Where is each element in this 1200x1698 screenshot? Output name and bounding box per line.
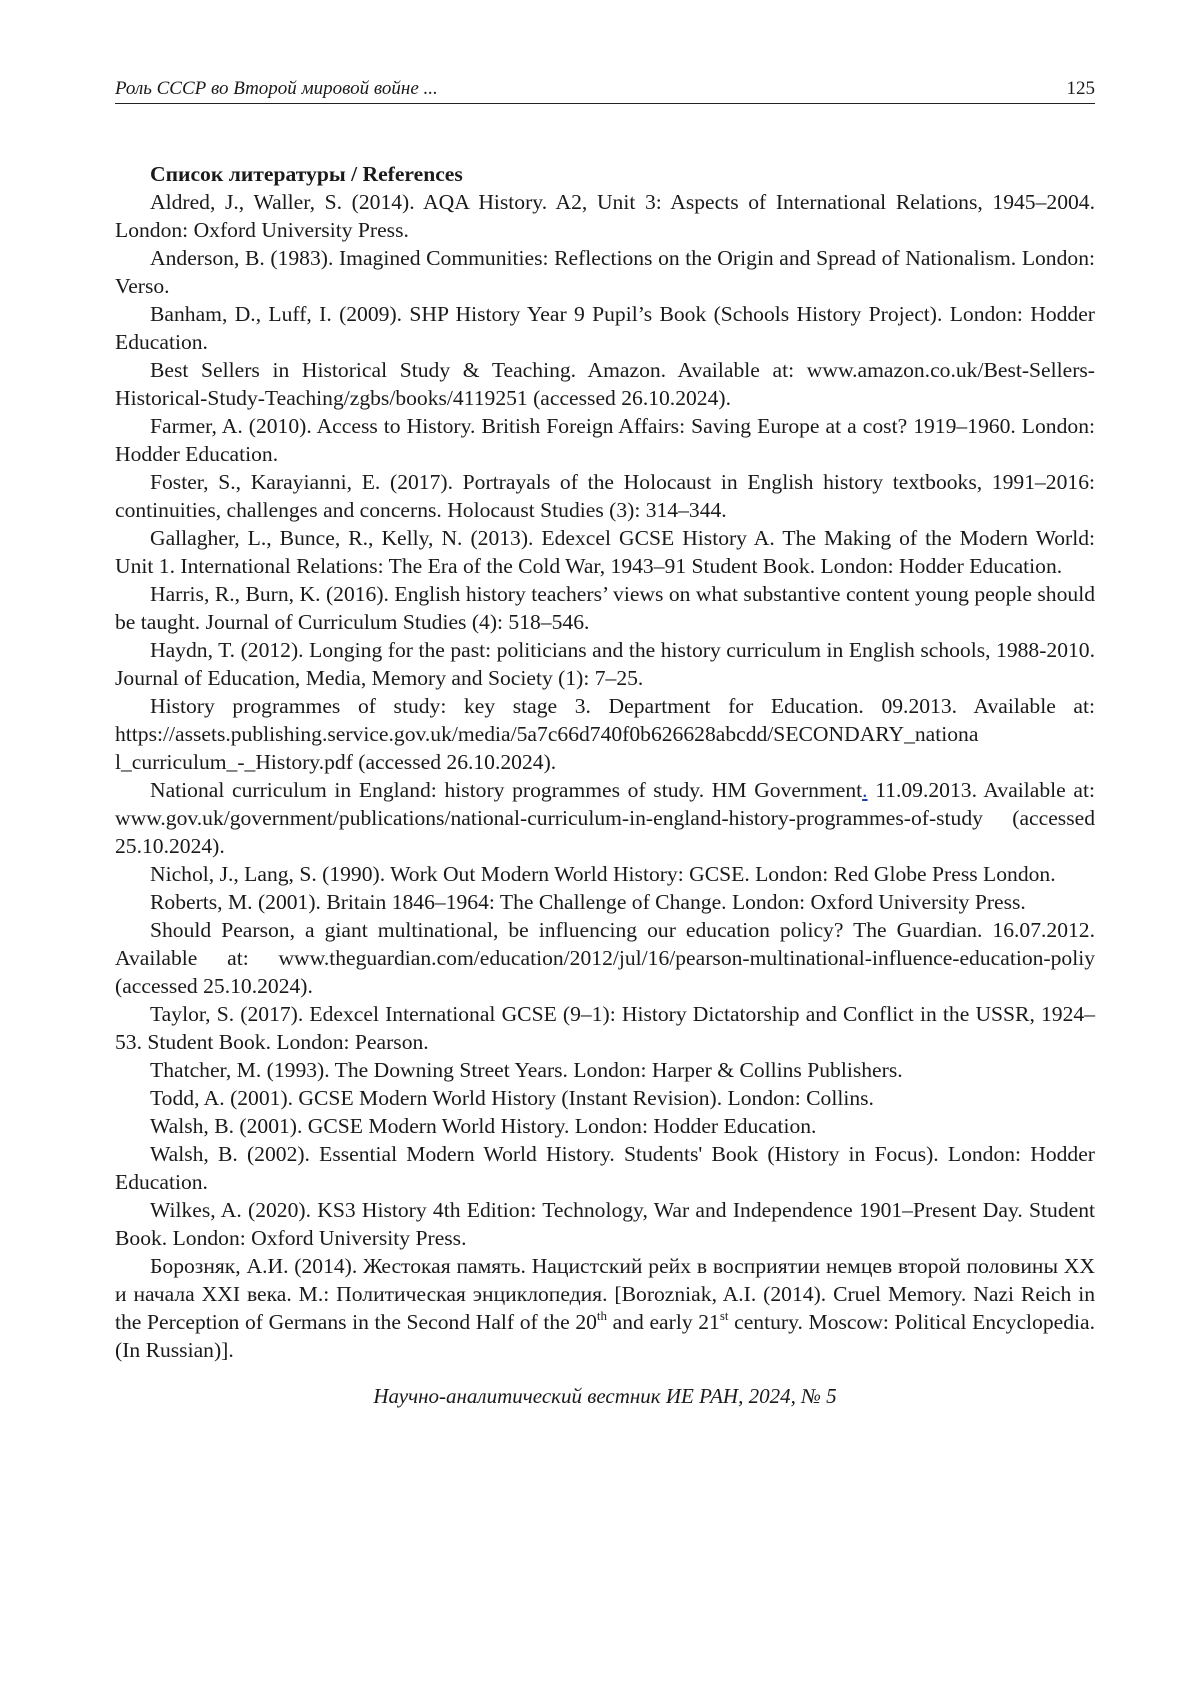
reference-entry-national-curriculum — [115, 776, 1095, 860]
reference-entry-boroznyak — [115, 1252, 1095, 1364]
reference-text: and early 21 — [607, 1310, 720, 1334]
reference-entry: History programmes of study: key stage 3. Department for Education. 09.2013. Available at: https://assets.publishing.service.gov.uk/media/5a7c66d740f0b626628abcdd/SECONDARY_nationa l_curriculum_-_History.pdf (accessed 26.10.2024). — [115, 694, 1095, 774]
reference-entry: Roberts, M. (2001). Britain 1846–1964: The Challenge of Change. London: Oxford University Press. — [150, 890, 1026, 914]
reference-text: 11.09.2013. Available at: www.gov.uk/government/publications/national-curriculum-in-england-history-programmes-of-study (accessed 25.10.2024). — [115, 778, 1095, 858]
reference-link[interactable]: . — [862, 778, 868, 802]
reference-entry: Should Pearson, a giant multinational, be influencing our education policy? The Guardian. 16.07.2012. Available at: www.theguardian.com/education/2012/jul/16/pearson-multinational-influence-education-poliy (accessed 25.10.2024). — [115, 918, 1095, 998]
reference-entry: Walsh, B. (2001). GCSE Modern World History. London: Hodder Education. — [150, 1114, 817, 1138]
reference-entry: Haydn, T. (2012). Longing for the past: politicians and the history curriculum in English schools, 1988-2010. Journal of Education, Media, Memory and Society (1): 7–25. — [115, 638, 1095, 690]
running-title: Роль СССР во Второй мировой войне ... — [115, 78, 438, 99]
page-number: 125 — [1066, 78, 1095, 99]
reference-entry: Gallagher, L., Bunce, R., Kelly, N. (2013). Edexcel GCSE History A. The Making of the Modern World: Unit 1. International Relations: The Era of the Cold War, 1943–91 Student Book. London: Hodder Education. — [115, 526, 1095, 578]
reference-entry: Nichol, J., Lang, S. (1990). Work Out Modern World History: GCSE. London: Red Globe Press London. — [150, 862, 1056, 886]
references-heading: Список литературы / References — [150, 162, 463, 186]
document-page — [115, 78, 1095, 1409]
reference-entry: Banham, D., Luff, I. (2009). SHP History Year 9 Pupil’s Book (Schools History Project). London: Hodder Education. — [115, 302, 1095, 354]
reference-entry: Walsh, B. (2002). Essential Modern World History. Students' Book (History in Focus). London: Hodder Education. — [115, 1142, 1095, 1194]
reference-entry: Foster, S., Karayianni, E. (2017). Portrayals of the Holocaust in English history textbooks, 1991–2016: continuities, challenges and concerns. Holocaust Studies (3): 314–344. — [115, 470, 1095, 522]
journal-footer: Научно-аналитический вестник ИЕ РАН, 2024, № 5 — [373, 1384, 837, 1408]
reference-entry: Best Sellers in Historical Study & Teaching. Amazon. Available at: www.amazon.co.uk/Best-Sellers-Historical-Study-Teaching/zgbs/books/4119251 (accessed 26.10.2024). — [115, 358, 1095, 410]
reference-entry: Taylor, S. (2017). Edexcel International GCSE (9–1): History Dictatorship and Conflict in the USSR, 1924–53. Student Book. London: Pearson. — [115, 1002, 1095, 1054]
running-header — [115, 78, 1095, 104]
superscript: th — [596, 1308, 608, 1323]
reference-text: National curriculum in England: history programmes of study. HM Government — [150, 778, 863, 802]
superscript: st — [719, 1308, 729, 1323]
reference-entry: Wilkes, A. (2020). KS3 History 4th Edition: Technology, War and Independence 1901–Present Day. Student Book. London: Oxford University Press. — [115, 1198, 1095, 1250]
reference-entry: Farmer, A. (2010). Access to History. British Foreign Affairs: Saving Europe at a cost? 1919–1960. London: Hodder Education. — [115, 414, 1095, 466]
reference-text: century. Moscow: Political Encyclopedia. (In Russian)]. — [115, 1310, 1095, 1362]
references-section — [115, 160, 1095, 1364]
reference-entry: Aldred, J., Waller, S. (2014). AQA History. A2, Unit 3: Aspects of International Relations, 1945–2004. London: Oxford University Press. — [115, 190, 1095, 242]
reference-entry: Anderson, B. (1983). Imagined Communities: Reflections on the Origin and Spread of Nationalism. London: Verso. — [115, 246, 1095, 298]
reference-entry: Todd, A. (2001). GCSE Modern World History (Instant Revision). London: Collins. — [150, 1086, 874, 1110]
reference-entry: Harris, R., Burn, K. (2016). English history teachers’ views on what substantive content young people should be taught. Journal of Curriculum Studies (4): 518–546. — [115, 582, 1095, 634]
reference-text: Борозняк, А.И. (2014). Жестокая память. Нацистский рейх в восприятии немцев второй половины XX и начала XXI века. М.: Политическая энциклопедия. [Borozniak, A.I. (2014). Cruel Memory. Nazi Reich in the Perception of Germans in the Second Half of the 20 — [115, 1254, 1095, 1334]
reference-entry: Thatcher, M. (1993). The Downing Street Years. London: Harper & Collins Publishers. — [150, 1058, 903, 1082]
